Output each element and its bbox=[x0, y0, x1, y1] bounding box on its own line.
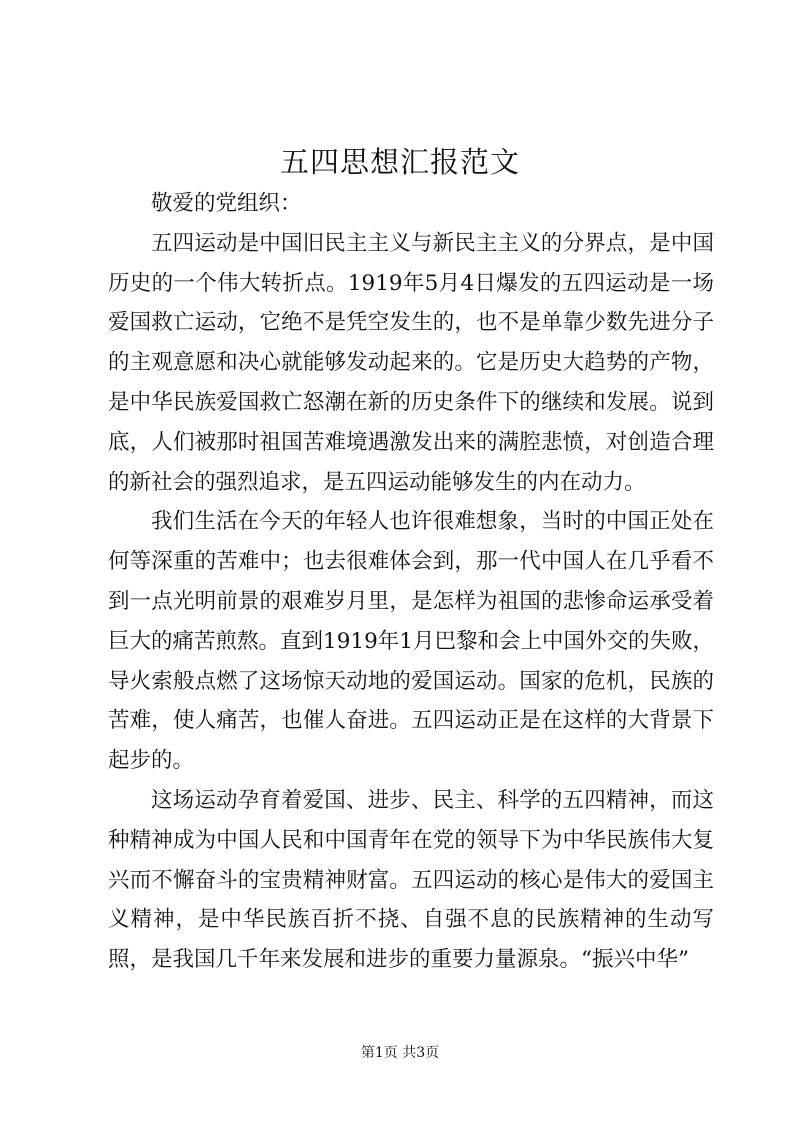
paragraph-3: 这场运动孕育着爱国、进步、民主、科学的五四精神，而这种精神成为中国人民和中国青年在党的领导下为中华民族伟大复兴而不懈奋斗的宝贵精神财富。五四运动的核心是伟大的爱国主义精神，是中华民族百折不挠、自强不息的民族精神的生动写照，是我国几千年来发展和进步的重要力量源泉。“振兴中华” bbox=[108, 787, 714, 973]
salutation: 敬爱的党组织： bbox=[151, 191, 302, 216]
paragraph-2: 我们生活在今天的年轻人也许很难想象，当时的中国正处在何等深重的苦难中；也去很难体会到，那一代中国人在几乎看不到一点光明前景的艰难岁月里，是怎样为祖国的悲惨命运承受着巨大的痛苦煎熬。直到1919年1月巴黎和会上中国外交的失败，导火索般点燃了这场惊天动地的爱国运动。国家的危机，民族的苦难，使人痛苦，也催人奋进。五四运动正是在这样的大背景下起步的。 bbox=[108, 509, 714, 774]
paragraph-1: 五四运动是中国旧民主主义与新民主主义的分界点，是中国历史的一个伟大转折点。1919年5月4日爆发的五四运动是一场爱国救亡运动，它绝不是凭空发生的，也不是单靠少数先进分子的主观意愿和决心就能够发动起来的。它是历史大趋势的产物，是中华民族爱国救亡怒潮在新的历史条件下的继续和发展。说到底，人们被那时祖国苦难境遇激发出来的满腔悲愤，对创造合理的新社会的强烈追求，是五四运动能够发生的内在动力。 bbox=[108, 230, 714, 495]
document-title: 五四思想汇报范文 bbox=[279, 145, 520, 179]
page-footer: 第1页 共3页 bbox=[360, 1045, 440, 1061]
document-body bbox=[108, 184, 714, 980]
